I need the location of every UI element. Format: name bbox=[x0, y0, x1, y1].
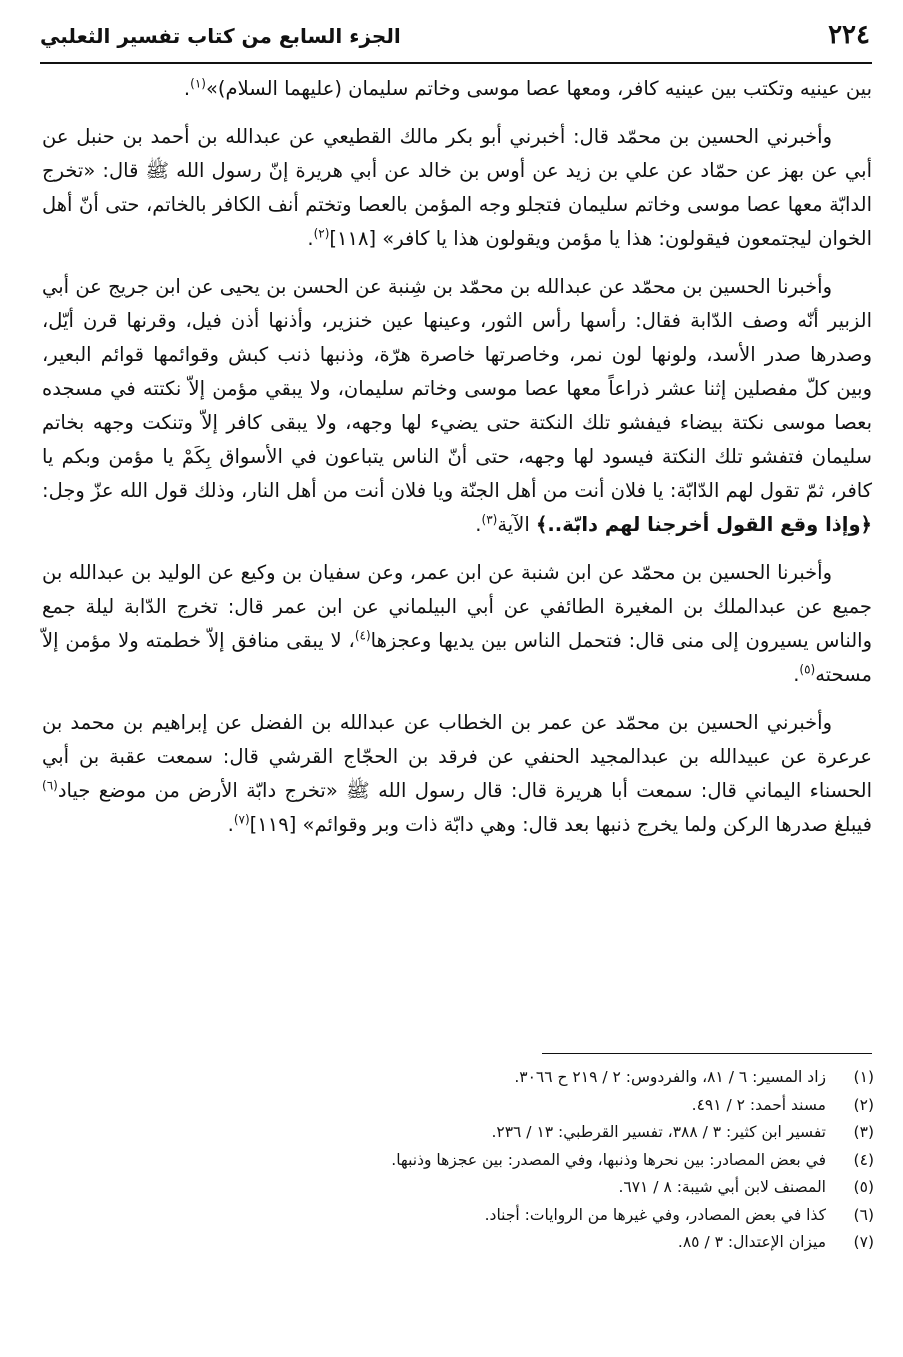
footnote-item bbox=[42, 1174, 874, 1202]
paragraph-2: وأخبرني الحسين بن محمّد قال: أخبرني أبو بكر مالك القطيعي عن عبدالله بن أحمد بن حنبل عن أبي عن بهز عن حمّاد عن علي بن زيد عن أوس بن خالد عن أبي هريرة إنّ رسول الله ﷺ قال: «تخرج الدابّة معها عصا موسى وخاتم سليمان فتجلو وجه المؤمن بالعصا وتختم أنف الكافر بالخاتم، حتى أنّ أهل الخوان ليجتمعون فيقولون: هذا يا مؤمن ويقولون هذا يا كافر» [١١٨]$^{(٢)}$. bbox=[42, 125, 872, 250]
footnote-item bbox=[42, 1092, 874, 1120]
footnote-text: كذا في بعض المصادر، وفي غيرها من الروايات: أجناد. bbox=[484, 1205, 826, 1224]
footnote-ref: (٤) bbox=[354, 628, 371, 643]
footnote-item bbox=[42, 1064, 874, 1092]
footnote-ref: (٦) bbox=[42, 778, 58, 793]
footnote-number: (١) bbox=[853, 1068, 874, 1086]
page-number: ٢٢٤ bbox=[828, 20, 870, 50]
footnote-item bbox=[42, 1147, 874, 1175]
footnote-text: في بعض المصادر: بين نحرها وذنبها، وفي المصدر: بين عجزها وذنبها. bbox=[391, 1150, 826, 1169]
footnote-number: (٤) bbox=[853, 1150, 874, 1169]
footnote-number: (٥) bbox=[853, 1178, 874, 1196]
paragraph-5: وأخبرني الحسين بن محمّد عن عمر بن الخطاب عن عبدالله بن الفضل عن إبراهيم بن محمد بن عرعرة عن عبيدالله بن عبدالمجيد الحنفي عن فرقد بن الحجّاج القرشي قال: سمعت عقبة بن أبي الحسناء اليماني قال: سمعت أبا هريرة قال: قال رسول الله ﷺ «تخرج دابّة الأرض من موضع جياد$^{(٦)}$ فيبلغ صدرها الركن ولما يخرج ذنبها بعد قال: وهي دابّة ذات وبر وقوائم» [١١٩]$^{(٧)}$. bbox=[42, 711, 872, 836]
main-text bbox=[42, 72, 872, 856]
footnote-text: زاد المسير: ٦ / ٨١، والفردوس: ٢ / ٢١٩ ح ٣٠٦٦. bbox=[514, 1068, 826, 1086]
footnote-text: مسند أحمد: ٢ / ٤٩١. bbox=[691, 1095, 826, 1114]
paragraph-1: بين عينيه وتكتب بين عينيه كافر، ومعها عصا موسى وخاتم سليمان (عليهما السلام)»$^{(١)}$. bbox=[183, 76, 872, 100]
footnote-text: المصنف لابن أبي شيبة: ٨ / ٦٧١. bbox=[618, 1178, 826, 1196]
footnote-ref: (٥) bbox=[799, 662, 816, 677]
footnote-ref: (٧) bbox=[233, 812, 250, 827]
paragraph-4: وأخبرنا الحسين بن محمّد عن ابن شنبة عن ابن عمر، وعن سفيان بن وكيع عن الوليد بن عبدالله بن جميع عن عبدالملك بن المغيرة الطائفي عن أبي البيلماني عن ابن عمر قال: تخرج الدّابة ليلة جمع والناس يسيرون إلى منى قال: فتحمل الناس بين يديها وعجزها$^{(٤)}$، لا يبقى منافق إلاّ خطمته ولا مؤمن إلاّ مسحته$^{(٥)}$. bbox=[42, 561, 872, 686]
page-header bbox=[40, 18, 870, 58]
header-rule bbox=[40, 62, 872, 64]
footnotes bbox=[42, 1064, 874, 1257]
footnote-item bbox=[42, 1229, 874, 1257]
footnote-number: (٣) bbox=[853, 1123, 874, 1141]
footnote-ref: (١) bbox=[190, 76, 206, 91]
quran-verse: ﴿وإذا وقع القول أخرجنا لهم دابّة..﴾ bbox=[535, 513, 872, 536]
running-title: الجزء السابع من كتاب تفسير الثعلبي bbox=[40, 24, 401, 48]
footnote-separator bbox=[542, 1053, 872, 1054]
footnote-text: ميزان الإعتدال: ٣ / ٨٥. bbox=[677, 1233, 826, 1251]
footnote-number: (٧) bbox=[853, 1233, 874, 1251]
footnote-text: تفسير ابن كثير: ٣ / ٣٨٨، تفسير القرطبي: ١٣ / ٢٣٦. bbox=[491, 1123, 826, 1141]
footnote-ref: (٣) bbox=[481, 512, 498, 527]
paragraph-3: وأخبرنا الحسين بن محمّد عن عبدالله بن محمّد بن شِنبة عن الحسن بن يحيى عن ابن جريج عن أبي الزبير أنّه وصف الدّابة فقال: رأسها رأس الثور، وعينها عين خنزير، وأذنها أذن فيل، وقرنها قرن أيّل، وصدرها صدر الأسد، ولونها لون نمر، وخاصرتها خاصرة هرّة، وذنبها ذنب كبش وقوائمها قوائم البعير، وبين كلّ مفصلين إثنا عشر ذراعاً معها عصا موسى وخاتم سليمان، ولا يبقي مؤمن إلاّ نكتته في مسجده بعصا موسى نكتة بيضاء فيفشو تلك النكتة حتى يضيء لها وجهه، ولا يبقى كافر إلاّ وتنكت وجهه بخاتم سليمان فتفشو تلك النكتة فيسود لها وجهه، حتى أنّ الناس يتباعون في الأسواق بِكَمْ يا مؤمن وبكم يا كافر، ثمّ تقول لهم الدّابّة: يا فلان أنت من أهل الجنّة ويا فلان أنت من أهل النار، وذلك قول الله عزّ وجل: ﴿وإذا وقع القول أخرجنا لهم دابّة..﴾ الآية$^{(٣)}$. bbox=[42, 275, 872, 536]
footnote-number: (٢) bbox=[853, 1095, 874, 1114]
footnote-number: (٦) bbox=[853, 1205, 874, 1224]
footnote-item bbox=[42, 1119, 874, 1147]
footnote-ref: (٢) bbox=[313, 226, 330, 241]
footnote-item bbox=[42, 1202, 874, 1230]
